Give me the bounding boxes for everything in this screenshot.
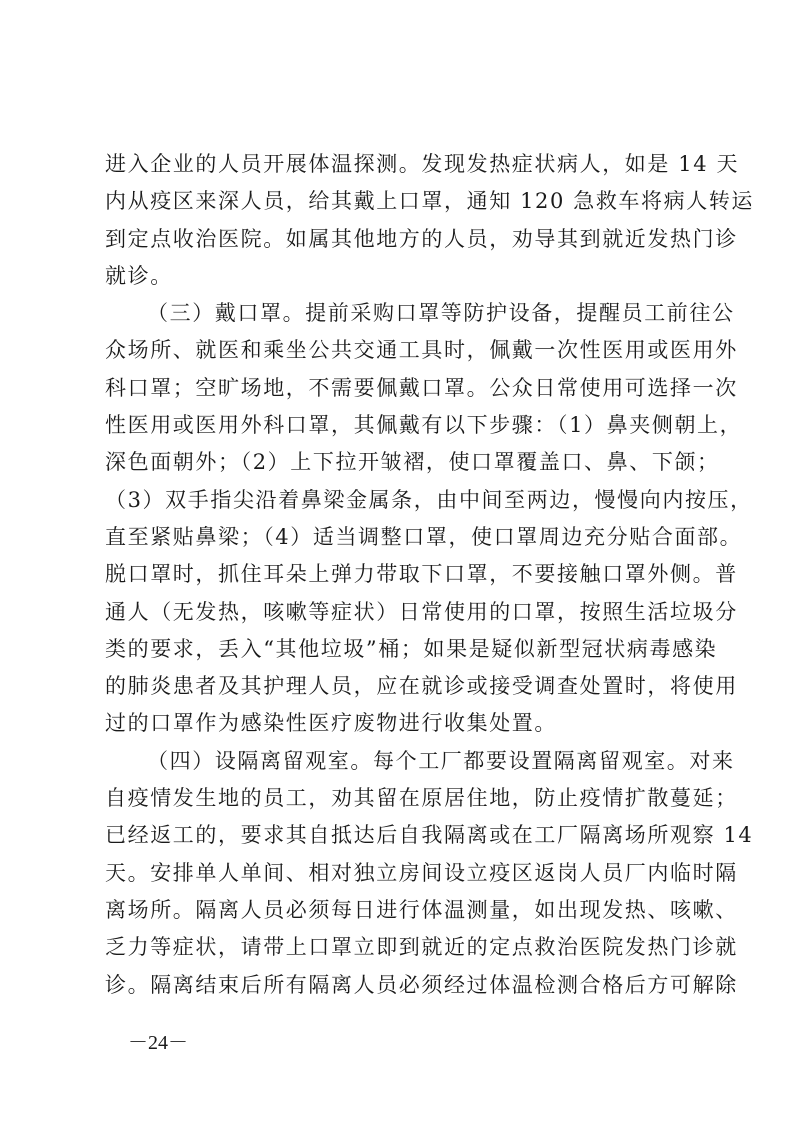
page-number: －24－ xyxy=(128,1032,188,1054)
text-line: （3）双手指尖沿着鼻梁金属条，由中间至两边，慢慢向内按压， xyxy=(105,487,753,512)
text-line: 诊。隔离结束后所有隔离人员必须经过体温检测合格后方可解除 xyxy=(105,972,738,997)
text-line: 性医用或医用外科口罩，其佩戴有以下步骤：（1）鼻夹侧朝上， xyxy=(105,413,743,438)
text-line: 自疫情发生地的员工，劝其留在原居住地，防止疫情扩散蔓延； xyxy=(105,786,738,811)
text-line: 就诊。 xyxy=(105,263,173,288)
text-line: 到定点收治医院。如属其他地方的人员，劝导其到就近发热门诊 xyxy=(105,226,738,251)
text-line: 通人（无发热，咳嗽等症状）日常使用的口罩，按照生活垃圾分 xyxy=(105,599,738,624)
text-line: 的肺炎患者及其护理人员，应在就诊或接受调查处置时，将使用 xyxy=(105,674,738,699)
text-line: 众场所、就医和乘坐公共交通工具时，佩戴一次性医用或医用外 xyxy=(105,338,738,363)
text-line: 天。安排单人单间、相对独立房间设立疫区返岗人员厂内临时隔 xyxy=(105,860,738,885)
text-line: 已经返工的，要求其自抵达后自我隔离或在工厂隔离场所观察 14 xyxy=(105,823,754,848)
text-line: 过的口罩作为感染性医疗废物进行收集处置。 xyxy=(105,711,557,736)
body-text xyxy=(105,146,755,1004)
text-line: 类的要求，丢入“其他垃圾”桶；如果是疑似新型冠状病毒感染 xyxy=(105,636,718,661)
text-line: 进入企业的人员开展体温探测。发现发热症状病人，如是 14 天 xyxy=(105,152,740,176)
text-line: 直至紧贴鼻梁；（4）适当调整口罩，使口罩周边充分贴合面部。 xyxy=(105,524,743,549)
text-line: 离场所。隔离人员必须每日进行体温测量，如出现发热、咳嗽、 xyxy=(105,897,738,922)
text-line: 乏力等症状，请带上口罩立即到就近的定点救治医院发热门诊就 xyxy=(105,935,738,960)
text-line: 脱口罩时，抓住耳朵上弹力带取下口罩，不要接触口罩外侧。普 xyxy=(105,562,738,587)
section-heading-line: （四）设隔离留观室。每个工厂都要设置隔离留观室。对来 xyxy=(147,748,735,773)
text-line: 深色面朝外；（2）上下拉开皱褶，使口罩覆盖口、鼻、下颌； xyxy=(105,450,720,475)
text-line: 科口罩；空旷场地，不需要佩戴口罩。公众日常使用可选择一次 xyxy=(105,375,738,400)
section-heading-line: （三）戴口罩。提前采购口罩等防护设备，提醒员工前往公 xyxy=(147,301,735,326)
text-line: 内从疫区来深人员，给其戴上口罩，通知 120 急救车将病人转运 xyxy=(105,189,755,214)
